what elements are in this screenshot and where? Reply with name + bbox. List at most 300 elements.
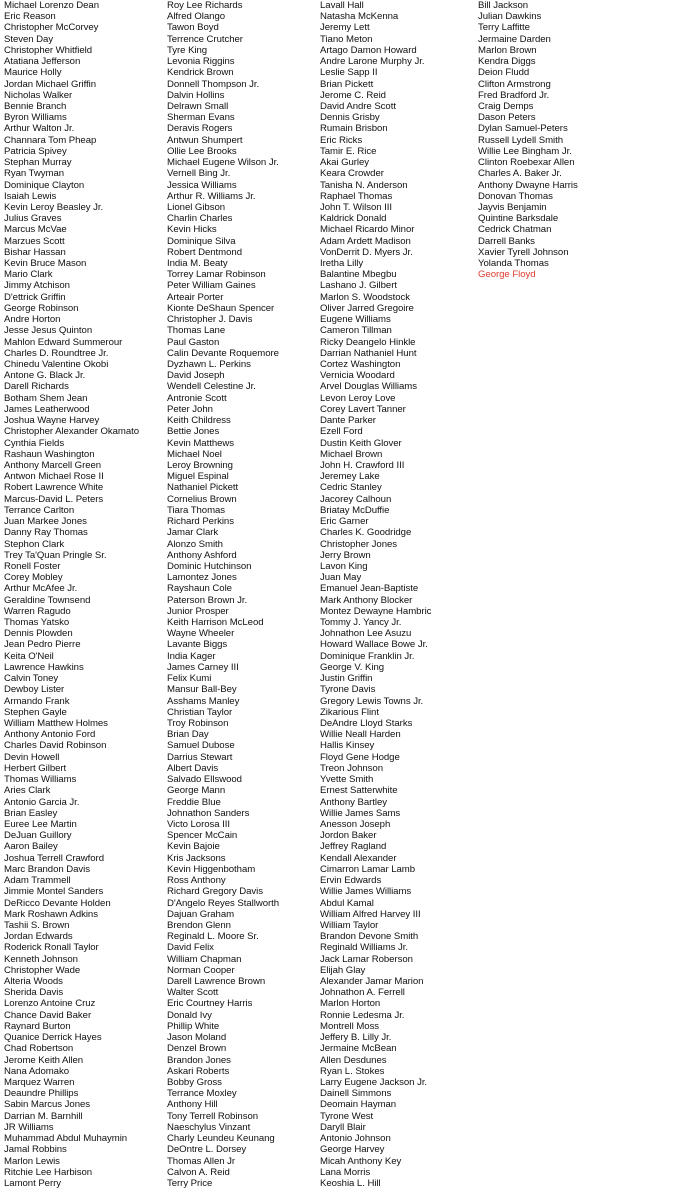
name-list-item: Terry Laffitte xyxy=(478,22,530,34)
name-list-item: Willie Neall Harden xyxy=(320,729,401,741)
name-list-item: Jermaine McBean xyxy=(320,1043,397,1055)
name-list-item: Dason Peters xyxy=(478,112,536,124)
name-list-item: Brandon Devone Smith xyxy=(320,931,419,943)
name-list-item: Andre Horton xyxy=(4,314,61,326)
name-list-item: DeJuan Guillory xyxy=(4,830,72,842)
name-list-item: Dalvin Hollins xyxy=(167,89,225,101)
name-list-item: Tyrone Davis xyxy=(320,684,376,696)
name-list-item: Jack Lamar Roberson xyxy=(320,953,413,965)
name-list-item: Aries Clark xyxy=(4,785,51,797)
name-list-item: Asshams Manley xyxy=(167,695,240,707)
name-list-item: Rashaun Washington xyxy=(4,448,95,460)
name-list-item: Spencer McCain xyxy=(167,830,238,842)
name-list-item: Ronell Foster xyxy=(4,560,61,572)
name-list-item: Brian Pickett xyxy=(320,78,374,90)
name-list-item: Montrell Moss xyxy=(320,1020,380,1032)
name-list-item: Ryan Twyman xyxy=(4,168,65,180)
name-list-item: Jermaine Darden xyxy=(478,33,551,45)
name-list-item: Christopher McCorvey xyxy=(4,22,99,34)
name-list-item: Kevin Bajoie xyxy=(167,841,220,853)
name-list-item: Oliver Jarred Gregoire xyxy=(320,302,414,314)
name-list-item: India M. Beaty xyxy=(167,258,228,270)
name-list-item: George Mann xyxy=(167,785,226,797)
name-list-item: Donald Ivy xyxy=(167,1009,212,1021)
name-list-item: Channara Tom Pheap xyxy=(4,134,97,146)
name-list-item: Sherida Davis xyxy=(4,987,64,999)
name-list-item: Antronie Scott xyxy=(167,392,227,404)
name-column-3 xyxy=(320,0,431,1189)
name-list-item: Yolanda Thomas xyxy=(478,258,549,270)
name-list-item: Balantine Mbegbu xyxy=(320,269,397,281)
name-list-item: Marcus McVae xyxy=(4,224,67,236)
name-list-item: Lavante Biggs xyxy=(167,639,228,651)
name-list-item: Naeschylus Vinzant xyxy=(167,1121,251,1133)
name-list-item: Quintine Barksdale xyxy=(478,213,559,225)
name-list-item: Mahlon Edward Summerour xyxy=(4,336,123,348)
name-list-item: Jamal Robbins xyxy=(4,1144,67,1156)
name-list-item: Devin Howell xyxy=(4,751,60,763)
name-list-item: Tawon Boyd xyxy=(167,22,219,34)
name-list-item: Yvette Smith xyxy=(320,774,374,786)
name-list-item: Iretha Lilly xyxy=(320,258,364,270)
name-list-item: Deion Fludd xyxy=(478,67,530,79)
name-list-item: Dajuan Graham xyxy=(167,908,235,920)
name-list-item: Christopher J. Davis xyxy=(167,314,253,326)
name-list-item: Marc Brandon Davis xyxy=(4,863,91,875)
name-list-item: Levonia Riggins xyxy=(167,56,235,68)
name-list-item: Sherman Evans xyxy=(167,112,235,124)
name-list-item: Montez Dewayne Hambric xyxy=(320,605,432,617)
name-list-item: Robert Lawrence White xyxy=(4,482,104,494)
name-list-item: Charles D. Roundtree Jr. xyxy=(4,347,109,359)
name-list-item: Dennis Grisby xyxy=(320,112,380,124)
name-list-item: Marlon S. Woodstock xyxy=(320,291,411,303)
name-list-item: Muhammad Abdul Muhaymin xyxy=(4,1133,128,1145)
name-list-item: Tyrone West xyxy=(320,1110,374,1122)
name-list-item: Akai Gurley xyxy=(320,157,370,169)
name-list-item: Keith Harrison McLeod xyxy=(167,617,264,629)
name-list-item: Dennis Plowden xyxy=(4,628,73,640)
name-list-item: Christian Taylor xyxy=(167,706,233,718)
name-list-item: Howard Wallace Bowe Jr. xyxy=(320,639,428,651)
name-list-item: Jayvis Benjamin xyxy=(478,201,547,213)
name-list-item: Darrell Banks xyxy=(478,235,535,247)
name-list-item: Kris Jacksons xyxy=(167,852,226,864)
name-list-item: George V. King xyxy=(320,661,385,673)
name-list-item: Rumain Brisbon xyxy=(320,123,388,135)
name-list-item: Albert Davis xyxy=(167,762,219,774)
name-list-item: Wendell Celestine Jr. xyxy=(167,381,256,393)
name-list-item: Daryll Blair xyxy=(320,1121,366,1133)
name-list-item: Craig Demps xyxy=(478,100,534,112)
name-list-item: Micah Anthony Key xyxy=(320,1155,402,1167)
name-list-item: Tiara Thomas xyxy=(167,504,226,516)
name-list-item: Chance David Baker xyxy=(4,1009,92,1021)
name-list-item: Raphael Thomas xyxy=(320,190,393,202)
name-list-item: David Andre Scott xyxy=(320,100,396,112)
name-list-item: Bobby Gross xyxy=(167,1077,222,1088)
name-list-item: Clinton Roebexar Allen xyxy=(478,157,575,169)
name-list-item: Charlin Charles xyxy=(167,213,233,225)
name-list-item: Treon Johnson xyxy=(320,762,383,774)
name-list-item: James Leatherwood xyxy=(4,403,90,415)
name-list-item: Jordan Michael Griffin xyxy=(4,78,97,90)
name-list-item: Charles K. Goodridge xyxy=(320,527,412,539)
name-list-item: Richard Gregory Davis xyxy=(167,886,263,898)
name-list-item: Sabin Marcus Jones xyxy=(4,1099,91,1111)
name-list-item: Natasha McKenna xyxy=(320,11,399,23)
name-list-item: Johnathon Sanders xyxy=(167,807,250,819)
name-list-item: Dyzhawn L. Perkins xyxy=(167,359,251,370)
name-list-item: Dominic Hutchinson xyxy=(167,560,252,572)
name-list-item: Ryan L. Stokes xyxy=(320,1065,385,1077)
name-list-item: Rayshaun Cole xyxy=(167,583,232,595)
name-list-item: Ross Anthony xyxy=(167,875,226,887)
name-list-item: Ollie Lee Brooks xyxy=(167,145,237,157)
name-list-item: Trey Ta'Quan Pringle Sr. xyxy=(4,549,107,561)
name-list-item: Jacorey Calhoun xyxy=(320,493,392,505)
name-list-item: Atatiana Jefferson xyxy=(4,56,81,68)
name-list-item: Clifton Armstrong xyxy=(478,78,551,90)
name-list-item: Kendra Diggs xyxy=(478,56,536,68)
name-list-item: Christopher Wade xyxy=(4,964,81,976)
highlighted-name: George Floyd xyxy=(478,269,536,281)
name-list-item: Paul Gaston xyxy=(167,336,220,348)
name-list-item: Norman Cooper xyxy=(167,964,235,976)
name-list-item: Tashii S. Brown xyxy=(4,919,70,931)
name-list-item: Hallis Kinsey xyxy=(320,740,375,752)
name-list-item: Brian Day xyxy=(167,729,209,741)
name-list-item: Warren Ragudo xyxy=(4,605,71,617)
name-list-item: Cedrick Chatman xyxy=(478,224,552,236)
name-list-item: Marlon Lewis xyxy=(4,1155,60,1167)
name-list-item: Marzues Scott xyxy=(4,235,65,247)
name-list-item: Arthur Walton Jr. xyxy=(4,123,75,135)
name-list-item: Marquez Warren xyxy=(4,1077,75,1088)
name-list-item: Euree Lee Martin xyxy=(4,818,77,830)
name-list-item: Lashano J. Gilbert xyxy=(320,280,397,292)
name-list-item: Stephon Clark xyxy=(4,538,65,550)
name-list-item: Julius Graves xyxy=(4,213,62,225)
name-list-item: Eric Reason xyxy=(4,11,56,23)
name-list-item: Christopher Whitfield xyxy=(4,44,92,56)
name-list-item: Herbert Gilbert xyxy=(4,762,67,774)
name-list-item: Leslie Sapp II xyxy=(320,67,378,79)
name-list-item: Gregory Lewis Towns Jr. xyxy=(320,695,424,707)
name-list-item: Arvel Douglas Williams xyxy=(320,381,417,393)
name-list-item: Antonio Johnson xyxy=(320,1133,391,1145)
name-list-item: Alexander Jamar Marion xyxy=(320,976,424,988)
name-list-item: Lawrence Hawkins xyxy=(4,661,84,673)
name-list-item: Tyre King xyxy=(167,44,208,56)
name-list-item: Charles A. Baker Jr. xyxy=(478,168,562,180)
name-list-item: Salvado Ellswood xyxy=(167,774,242,786)
name-list-item: James Carney III xyxy=(167,661,239,673)
name-list-item: Willie James Williams xyxy=(320,886,412,898)
name-list-item: Darrius Stewart xyxy=(167,751,233,763)
name-list-item: Vernicia Woodard xyxy=(320,370,395,382)
name-list-item: Nana Adomako xyxy=(4,1065,70,1077)
name-list-item: William Taylor xyxy=(320,919,379,931)
name-list-item: Dainell Simmons xyxy=(320,1088,392,1100)
name-list-item: Walter Scott xyxy=(167,987,219,999)
name-list-item: Alfred Olango xyxy=(167,11,226,23)
name-list-item: Cynthia Fields xyxy=(4,437,65,449)
name-list-item: Jeremy Lett xyxy=(320,22,370,34)
name-list-item: John T. Wilson III xyxy=(320,201,392,213)
name-list-item: Cornelius Brown xyxy=(167,493,237,505)
name-list-item: Corey Lavert Tanner xyxy=(320,403,406,415)
name-list-item: Briatay McDuffie xyxy=(320,504,390,516)
name-list-item: Jimmie Montel Sanders xyxy=(4,886,104,898)
name-list-item: Darell Lawrence Brown xyxy=(167,976,266,988)
name-list-item: Mario Clark xyxy=(4,269,53,281)
name-list-item: Donovan Thomas xyxy=(478,190,553,202)
name-list-item: George Robinson xyxy=(4,302,79,314)
name-list-item: D'Angelo Reyes Stallworth xyxy=(167,897,280,909)
name-list-item: Kaldrick Donald xyxy=(320,213,387,225)
name-list-item: Marcus-David L. Peters xyxy=(4,493,104,505)
name-list-item: Armando Frank xyxy=(4,695,70,707)
name-list-item: Cameron Tillman xyxy=(320,325,392,337)
name-list-item: Darell Richards xyxy=(4,381,69,393)
name-list-item: Stephan Murray xyxy=(4,157,72,169)
name-list-item: Charly Leundeu Keunang xyxy=(167,1133,275,1145)
name-list-item: David Joseph xyxy=(167,370,225,382)
name-list-item: Juan Markee Jones xyxy=(4,516,87,528)
name-list-item: Lamont Perry xyxy=(4,1177,61,1189)
name-list-item: Arthur McAfee Jr. xyxy=(4,583,78,595)
name-list-item: Dylan Samuel-Peters xyxy=(478,123,568,135)
name-list-item: Andre Larone Murphy Jr. xyxy=(320,56,425,68)
name-list-item: Troy Robinson xyxy=(167,718,229,729)
name-list-item: Stephen Gayle xyxy=(4,706,67,718)
name-list-item: Keith Childress xyxy=(167,415,231,427)
name-column-2 xyxy=(167,0,279,1189)
name-list-item: Willie Lee Bingham Jr. xyxy=(478,145,572,157)
name-list-item: Kenneth Johnson xyxy=(4,953,78,965)
name-list-item: Reginald L. Moore Sr. xyxy=(167,931,259,943)
name-list-item: Emanuel Jean-Baptiste xyxy=(320,583,419,595)
name-list-item: Tamir E. Rice xyxy=(320,145,377,157)
name-list-item: Bennie Branch xyxy=(4,100,67,112)
name-list-item: Brendon Glenn xyxy=(167,919,231,931)
name-list-item: Christopher Alexander Okamato xyxy=(4,426,140,438)
name-list-item: Thomas Yatsko xyxy=(4,617,70,629)
name-list-item: Bill Jackson xyxy=(478,0,529,11)
name-list-item: DeAndre Lloyd Starks xyxy=(320,718,413,729)
name-list-item: Kevin Leroy Beasley Jr. xyxy=(4,201,104,213)
name-list-item: Julian Dawkins xyxy=(478,11,542,23)
name-list-item: Lavon King xyxy=(320,560,368,572)
name-list-item: Steven Day xyxy=(4,33,54,45)
name-column-4 xyxy=(478,0,578,280)
name-list-item: Jeremey Lake xyxy=(320,471,380,483)
name-list-item: Denzel Brown xyxy=(167,1043,227,1055)
name-list-item: Mark Anthony Blocker xyxy=(320,594,413,606)
name-list-item: Lorenzo Antoine Cruz xyxy=(4,998,96,1010)
name-list-item: Isaiah Lewis xyxy=(4,190,57,202)
name-list-item: Kevin Bruce Mason xyxy=(4,258,87,270)
name-list-item: VonDerrit D. Myers Jr. xyxy=(320,246,413,258)
name-list-item: Kevin Higgenbotham xyxy=(167,863,256,875)
name-list-item: Marlon Brown xyxy=(478,44,537,56)
name-list-item: Adam Trammell xyxy=(4,875,71,887)
name-list-item: Dewboy Lister xyxy=(4,684,65,696)
name-list-item: Johnathon Lee Asuzu xyxy=(320,628,412,640)
name-list-item: Robert Dentmond xyxy=(167,246,242,258)
name-list-item: Anthony Ashford xyxy=(167,549,237,561)
name-list-item: Dominique Clayton xyxy=(4,179,85,191)
name-list-item: Jason Moland xyxy=(167,1032,227,1044)
name-list-item: Artago Damon Howard xyxy=(320,44,417,56)
name-list-item: Thomas Williams xyxy=(4,774,77,786)
name-list-item: Roy Lee Richards xyxy=(167,0,243,11)
name-list-item: Felix Kumi xyxy=(167,673,212,685)
name-list-item: Jeffery B. Lilly Jr. xyxy=(320,1032,392,1044)
name-list-item: Terrence Crutcher xyxy=(167,33,243,45)
name-list-item: Lavall Hall xyxy=(320,0,364,11)
name-list-item: Askari Roberts xyxy=(167,1065,230,1077)
name-list-item: Abdul Kamal xyxy=(320,897,374,909)
name-list-item: Johnathon A. Ferrell xyxy=(320,987,405,999)
name-list-item: Byron Williams xyxy=(4,112,67,124)
name-list-item: Keara Crowder xyxy=(320,168,384,180)
name-list-item: Nathaniel Pickett xyxy=(167,482,239,494)
name-list-item: Torrey Lamar Robinson xyxy=(167,269,266,281)
name-list-item: Tanisha N. Anderson xyxy=(320,179,408,191)
name-list-item: Alteria Woods xyxy=(4,976,63,988)
name-list-item: Cedric Stanley xyxy=(320,482,382,494)
name-list-item: George Harvey xyxy=(320,1144,385,1156)
name-list-item: Michael Lorenzo Dean xyxy=(4,0,99,11)
name-list-item: Jerome Keith Allen xyxy=(4,1054,84,1066)
name-list-item: Ronnie Ledesma Jr. xyxy=(320,1009,405,1021)
name-list-item: Donnell Thompson Jr. xyxy=(167,78,260,90)
name-list-item: India Kager xyxy=(167,650,216,662)
name-list-item: Patricia Spivey xyxy=(4,145,67,157)
name-list-item: William Alfred Harvey III xyxy=(320,908,421,920)
name-list-item: Terrance Carlton xyxy=(4,504,75,516)
name-list-item: Thomas Lane xyxy=(167,325,226,337)
name-list-item: Nicholas Walker xyxy=(4,89,73,101)
name-list-item: Ervin Edwards xyxy=(320,875,382,887)
name-list-item: DeOntre L. Dorsey xyxy=(167,1144,247,1156)
name-list-item: Juan May xyxy=(320,572,362,584)
name-list-item: Phillip White xyxy=(167,1020,220,1032)
name-list-item: Dominique Silva xyxy=(167,235,236,247)
name-list-item: Arthur R. Williams Jr. xyxy=(167,190,256,202)
name-list-item: William Chapman xyxy=(167,953,242,965)
name-list-item: Jordan Edwards xyxy=(4,931,73,943)
name-list-item: Cortez Washington xyxy=(320,359,401,370)
name-list-item: Mansur Ball-Bey xyxy=(167,684,237,696)
name-list-item: Darrian M. Barnhill xyxy=(4,1110,83,1122)
name-list-item: Michael Eugene Wilson Jr. xyxy=(167,157,279,169)
name-list-item: Bettie Jones xyxy=(167,426,220,438)
name-list-item: Vernell Bing Jr. xyxy=(167,168,231,180)
name-list-item: Eugene Williams xyxy=(320,314,391,326)
name-list-item: Dustin Keith Glover xyxy=(320,437,402,449)
name-list-item: Darrian Nathaniel Hunt xyxy=(320,347,417,359)
name-list-item: Michael Noel xyxy=(167,448,222,460)
name-list-item: Michael Ricardo Minor xyxy=(320,224,415,236)
name-list-item: Deravis Rogers xyxy=(167,123,233,135)
name-list-item: Eric Garner xyxy=(320,516,369,528)
name-list-item: Calin Devante Roquemore xyxy=(167,347,279,359)
name-list-item: Lana Morris xyxy=(320,1166,371,1178)
name-list-item: Adam Ardett Madison xyxy=(320,235,411,247)
name-list-item: Willie James Sams xyxy=(320,807,401,819)
name-list-item: Lamontez Jones xyxy=(167,572,237,584)
name-list-item: Eric Ricks xyxy=(320,134,363,146)
name-list-item: Keita O'Neil xyxy=(4,650,54,662)
name-list-item: Geraldine Townsend xyxy=(4,594,91,606)
name-list-item: John H. Crawford III xyxy=(320,459,405,471)
name-list-item: Larry Eugene Jackson Jr. xyxy=(320,1077,428,1088)
name-list-item: Jeffrey Ragland xyxy=(320,841,387,853)
name-list-item: Brandon Jones xyxy=(167,1054,231,1066)
name-list-item: Ezell Ford xyxy=(320,426,363,438)
name-list-item: Allen Desdunes xyxy=(320,1054,387,1066)
name-list-item: Charles David Robinson xyxy=(4,740,107,752)
name-list-item: Mark Roshawn Adkins xyxy=(4,908,98,920)
name-list-item: JR Williams xyxy=(4,1121,54,1133)
name-list-item: Reginald Williams Jr. xyxy=(320,942,408,954)
name-list-item: Dominique Franklin Jr. xyxy=(320,650,415,662)
name-list-item: Tony Terrell Robinson xyxy=(167,1110,259,1122)
name-list-item: Anesson Joseph xyxy=(320,818,391,830)
name-list-item: Dante Parker xyxy=(320,415,376,427)
name-list-item: Peter John xyxy=(167,403,213,415)
name-list-item: Junior Prosper xyxy=(167,605,229,617)
name-list-item: Levon Leroy Love xyxy=(320,392,396,404)
name-list-item: Freddie Blue xyxy=(167,796,221,808)
name-list-item: Kendrick Brown xyxy=(167,67,234,79)
name-list-item: Ernest Satterwhite xyxy=(320,785,398,797)
name-list-item: Raynard Burton xyxy=(4,1020,71,1032)
name-list-item: Floyd Gene Hodge xyxy=(320,751,400,763)
name-list-item: Kendall Alexander xyxy=(320,852,397,864)
name-list-item: Joshua Wayne Harvey xyxy=(4,415,100,427)
name-list-item: Aaron Bailey xyxy=(4,841,58,853)
name-list-item: Victo Lorosa III xyxy=(167,818,231,830)
name-list-item: Deaundre Phillips xyxy=(4,1088,79,1100)
name-list-item: Jimmy Atchison xyxy=(4,280,70,292)
name-list-item: Paterson Brown Jr. xyxy=(167,594,248,606)
name-list-item: DeRicco Devante Holden xyxy=(4,897,111,909)
name-list-item: Brian Easley xyxy=(4,807,58,819)
name-list-item: Leroy Browning xyxy=(167,459,233,471)
name-list-item: Joshua Terrell Crawford xyxy=(4,852,104,864)
name-list-item: Wayne Wheeler xyxy=(167,628,235,640)
name-list-item: Jean Pedro Pierre xyxy=(4,639,81,651)
name-list-item: Jessica Williams xyxy=(167,179,237,191)
name-list-item: Calvon A. Reid xyxy=(167,1166,230,1178)
name-column-1 xyxy=(4,0,139,1189)
name-list-item: Peter William Gaines xyxy=(167,280,256,292)
name-list-item: Antone G. Black Jr. xyxy=(4,370,86,382)
name-list-item: Elijah Glay xyxy=(320,964,366,976)
name-list-item: Michael Brown xyxy=(320,448,383,460)
name-list-item: Anthony Bartley xyxy=(320,796,387,808)
name-list-item: Christopher Jones xyxy=(320,538,398,550)
name-list-item: Jesse Jesus Quinton xyxy=(4,325,93,337)
name-list-item: Anthony Antonio Ford xyxy=(4,729,96,741)
name-list-item: Antwon Michael Rose II xyxy=(4,471,104,483)
name-list-item: Antwun Shumpert xyxy=(167,134,243,146)
name-list-item: Fred Bradford Jr. xyxy=(478,89,550,101)
